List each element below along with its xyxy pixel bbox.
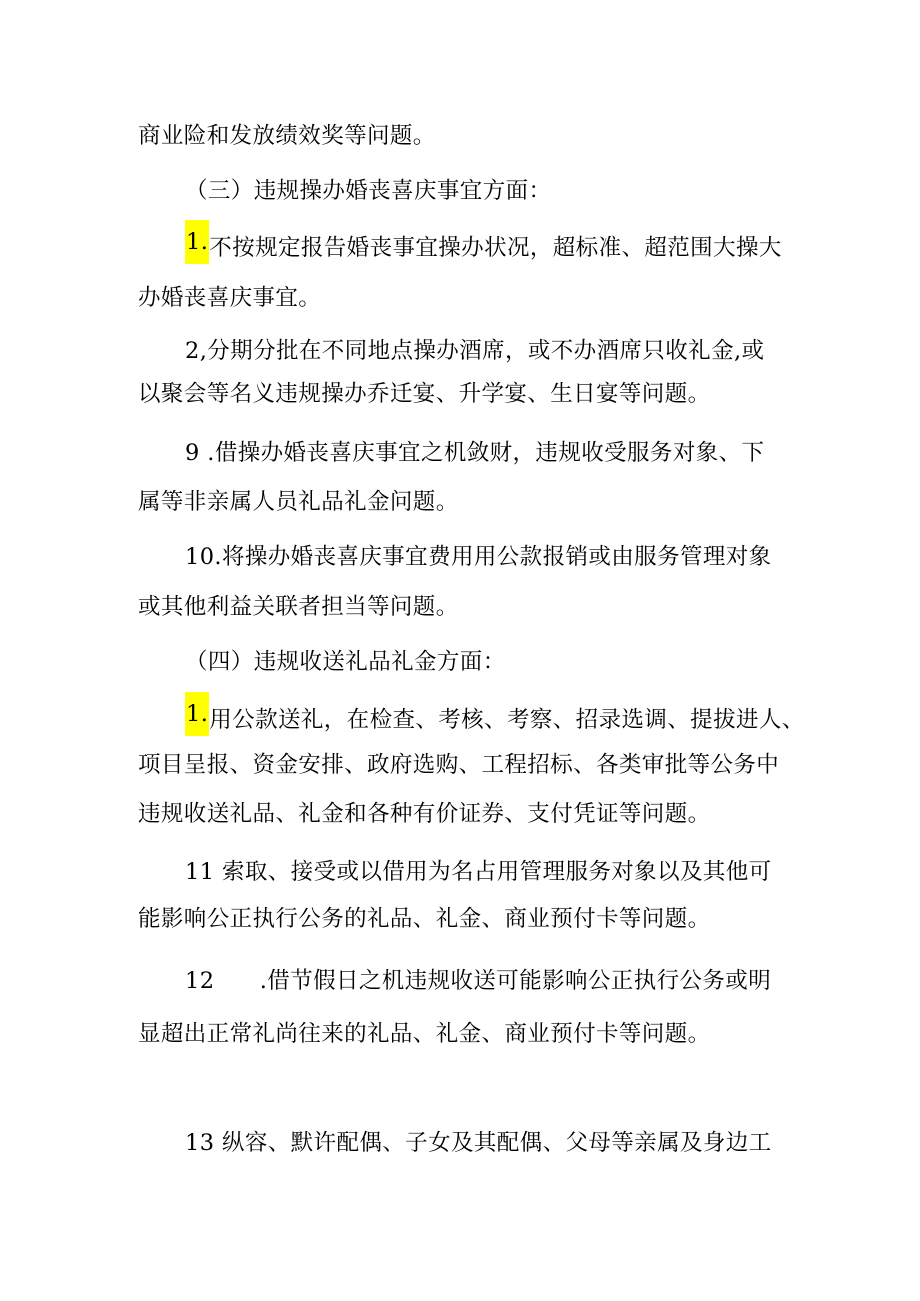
paragraph-line: 属等非亲属人员礼品礼金问题。 bbox=[138, 489, 459, 515]
paragraph-line: 或其他利益关联者担当等问题。 bbox=[138, 594, 459, 620]
highlighted-item-number: 1. bbox=[185, 692, 209, 736]
paragraph-line bbox=[185, 229, 782, 264]
paragraph-line: 以聚会等名义违规操办乔迁宴、升学宴、生日宴等问题。 bbox=[138, 381, 711, 407]
paragraph-line: 商业险和发放绩效奖等问题。 bbox=[138, 123, 436, 149]
paragraph-text: 不按规定报告婚丧事宜操办状况，超标准、超范围大操大 bbox=[209, 235, 782, 261]
paragraph-text: 用公款送礼，在检查、考核、考察、招录选调、提拔进人、 bbox=[209, 707, 805, 733]
paragraph-line: 2,分期分批在不同地点操办酒席，或不办酒席只收礼金,或 bbox=[185, 338, 765, 364]
paragraph-line: 项目呈报、资金安排、政府选购、工程招标、各类审批等公务中 bbox=[138, 752, 780, 778]
paragraph-line: 11 索取、接受或以借用为名占用管理服务对象以及其他可 bbox=[185, 859, 772, 885]
paragraph-line: 办婚丧喜庆事宜。 bbox=[138, 285, 322, 311]
paragraph-line: 显超出正常礼尚往来的礼品、礼金、商业预付卡等问题。 bbox=[138, 1021, 711, 1047]
paragraph-line: 能影响公正执行公务的礼品、礼金、商业预付卡等问题。 bbox=[138, 906, 711, 932]
highlighted-item-number: 1. bbox=[185, 220, 209, 264]
paragraph-line: 违规收送礼品、礼金和各种有价证券、支付凭证等问题。 bbox=[138, 801, 711, 827]
paragraph-line: 10.将操办婚丧喜庆事宜费用用公款报销或由服务管理对象 bbox=[185, 544, 772, 570]
paragraph-line: 13 纵容、默许配偶、子女及其配偶、父母等亲属及身边工 bbox=[185, 1130, 772, 1156]
paragraph-line: 12 .借节假日之机违规收送可能影响公正执行公务或明 bbox=[185, 968, 772, 994]
section-heading: （三）违规操办婚丧喜庆事宜方面： bbox=[185, 178, 552, 204]
section-heading: （四）违规收送礼品礼金方面： bbox=[185, 649, 506, 675]
paragraph-line: 9 .借操办婚丧喜庆事宜之机敛财，违规收受服务对象、下 bbox=[185, 440, 765, 466]
paragraph-line bbox=[185, 701, 805, 736]
